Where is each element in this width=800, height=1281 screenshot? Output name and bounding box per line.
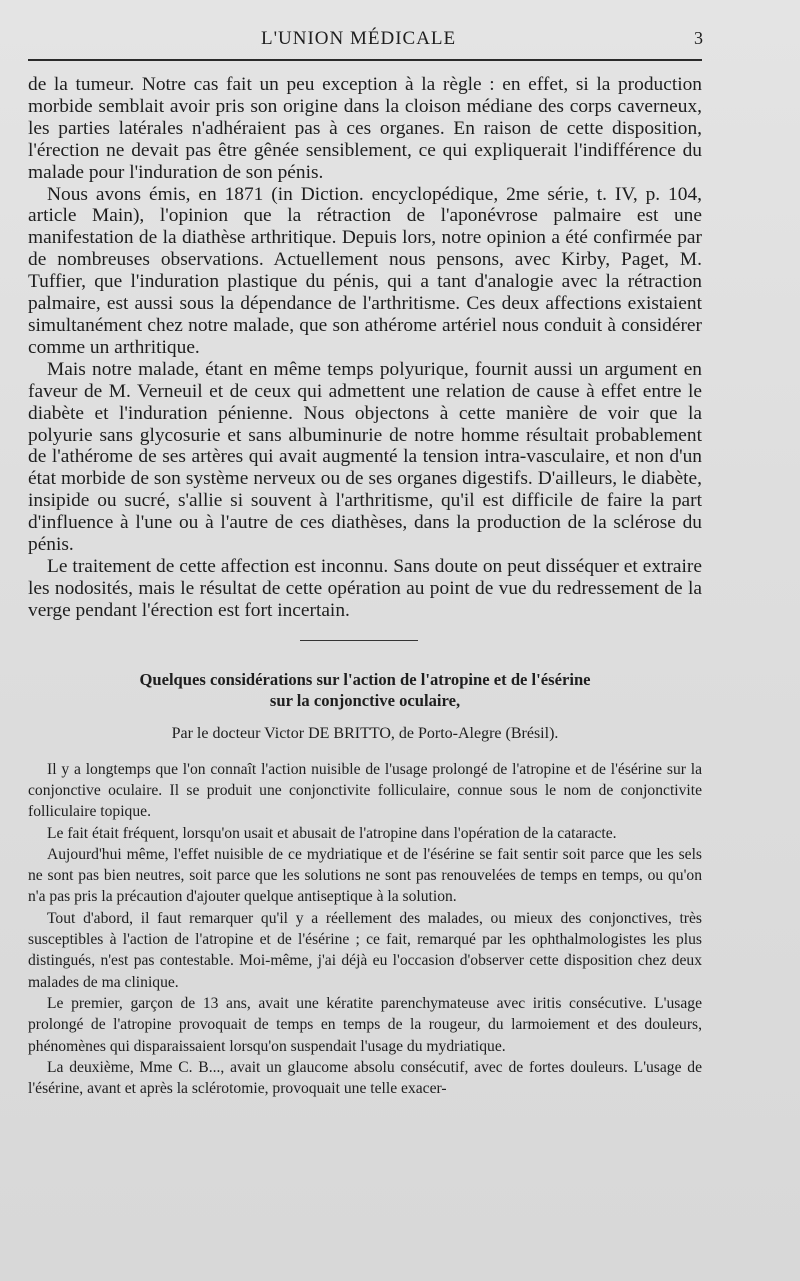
article-title-line: sur la conjonctive oculaire, bbox=[269, 690, 461, 710]
paragraph: La deuxième, Mme C. B..., avait un glaucome absolu consécutif, avec de fortes douleurs. L'usage de l'ésérine, avant et après la sclérotomie, provoquait une telle exacer- bbox=[28, 1058, 702, 1098]
paragraph: Nous avons émis, en 1871 (in Diction. encyclopédique, 2me série, t. IV, p. 104, article Main), l'opinion que la rétraction de l'aponévrose palmaire est une manifestation de la diathèse arthritique. Depuis lors, notre opinion a été confirmée par de nombreuses observations. Actuellement nous pensons, avec Kirby, Paget, M. Tuffier, que l'induration plastique du pénis, qui a tant d'analogie avec la rétraction palmaire, est aussi sous la dépendance de l'arthritisme. Ces deux affections existaient simultanément chez notre malade, que son athérome artériel nous conduit à considérer comme un arthritique. bbox=[28, 183, 702, 358]
paragraph: Aujourd'hui même, l'effet nuisible de ce mydriatique et de l'ésérine se fait sentir soit parce que les sels ne sont pas bien neutres, soit parce que les solutions ne sont pas renouvelées de temps en temps, ou qu'on n'a pas pris la précaution d'ajouter quelque antiseptique à la solution. bbox=[28, 845, 702, 906]
running-head bbox=[28, 26, 702, 56]
article-byline: Par le docteur Victor DE BRITTO, de Porto-Alegre (Brésil). bbox=[171, 724, 559, 742]
article-title-line: Quelques considérations sur l'action de l'atropine et de l'ésérine bbox=[139, 669, 591, 689]
header-rule bbox=[28, 59, 702, 61]
paragraph: de la tumeur. Notre cas fait un peu exception à la règle : en effet, si la production morbide semblait avoir pris son origine dans la cloison médiane des corps caverneux, les parties latérales n'adhéraient pas à ces organes. En raison de cette disposition, l'érection ne devait pas être gênée sensiblement, ce qui expliquerait l'indifférence du malade pour l'induration de son pénis. bbox=[28, 74, 702, 183]
paragraph: Il y a longtemps que l'on connaît l'action nuisible de l'usage prolongé de l'atropine et de l'ésérine sur la conjonctive oculaire. Il se produit une conjonctivite folliculaire, connue sous le nom de conjonctivite folliculaire topique. bbox=[28, 760, 702, 821]
article-title bbox=[28, 669, 702, 711]
paragraph: Tout d'abord, il faut remarquer qu'il y a réellement des malades, ou mieux des conjonctives, très susceptibles à l'action de l'atropine et de l'ésérine ; ce fait, remarqué par les ophthalmologistes les plus distingués, n'est pas contestable. Moi-même, j'ai déjà eu l'occasion d'observer cette disposition chez deux malades de ma clinique. bbox=[28, 909, 702, 991]
paragraph: Le fait était fréquent, lorsqu'on usait et abusait de l'atropine dans l'opération de la cataracte. bbox=[47, 824, 617, 842]
page-number: 3 bbox=[694, 28, 704, 48]
paragraph: Mais notre malade, étant en même temps polyurique, fournit aussi un argument en faveur de M. Verneuil et de ceux qui admettent une relation de cause à effet entre le diabète et l'induration pénienne. Nous objectons à cette manière de voir que la polyurie sans glycosurie et sans albuminurie de notre homme résultait probablement de l'athérome de ses artères qui avait augmenté la tension intra-vasculaire, et non d'un état morbide de son système nerveux ou de ses organes digestifs. D'ailleurs, le diabète, insipide ou sucré, s'allie si souvent à l'arthritisme, qu'il est difficile de faire la part d'influence à l'une ou à l'autre de ces diathèses, dans la production de la sclérose du pénis. bbox=[28, 358, 702, 556]
paragraph: Le premier, garçon de 13 ans, avait une kératite parenchymateuse avec iritis consécutive. L'usage prolongé de l'atropine provoquait de temps en temps de la rougeur, du larmoiement et des douleurs, phénomènes qui disparaissaient lorsqu'on suspendait l'usage du mydriatique. bbox=[28, 994, 702, 1055]
article-body bbox=[28, 759, 702, 1100]
previous-article-continuation bbox=[28, 74, 702, 622]
section-separator bbox=[300, 640, 418, 641]
journal-title: L'UNION MÉDICALE bbox=[261, 28, 457, 49]
paragraph: Le traitement de cette affection est inconnu. Sans doute on peut disséquer et extraire les nodosités, mais le résultat de cette opération au point de vue du redressement de la verge pendant l'érection est fort incertain. bbox=[28, 555, 702, 621]
